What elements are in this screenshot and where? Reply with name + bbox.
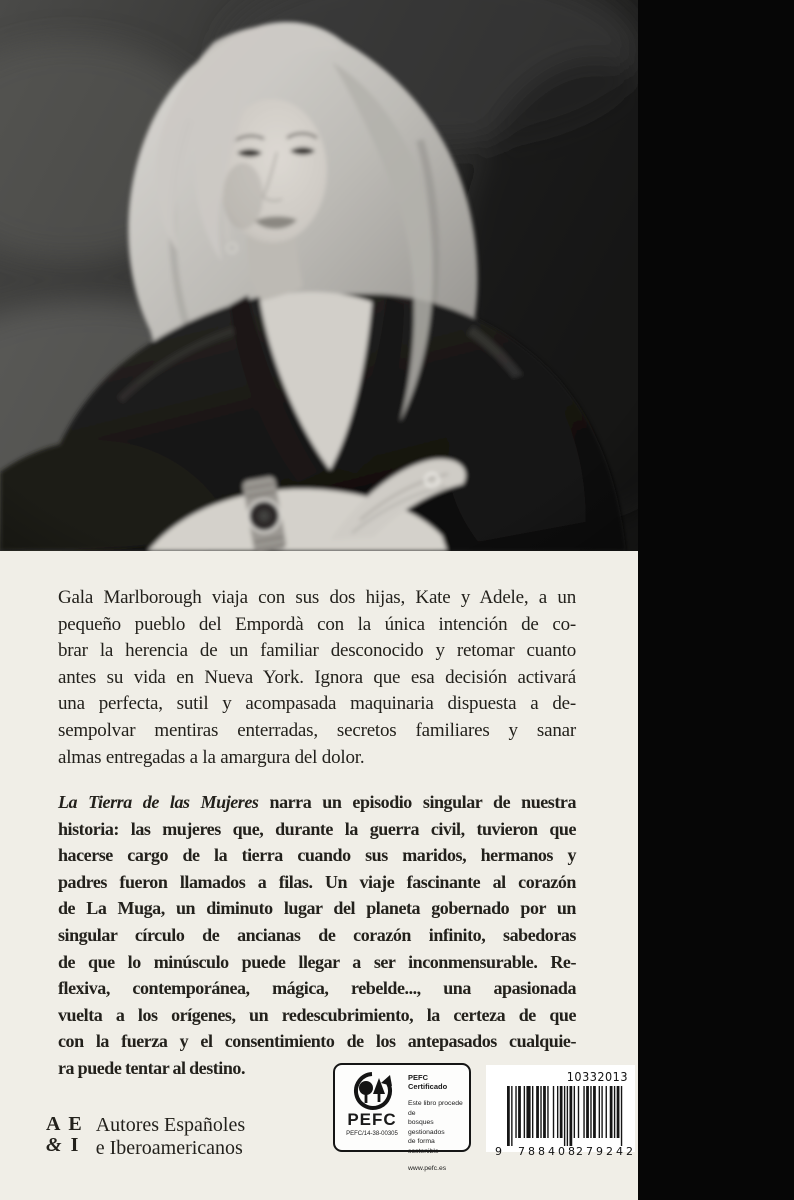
isbn-barcode [486, 1065, 636, 1158]
pefc-logo-column [341, 1070, 403, 1146]
synopsis-line: Gala Marlborough viaja con sus dos hijas, Kate y Adele, a un [58, 587, 576, 608]
collection-logo [46, 1114, 245, 1159]
pefc-certification-box [333, 1063, 471, 1172]
barcode-bars [507, 1086, 625, 1146]
pefc-url: www.pefc.es [408, 1165, 447, 1172]
synopsis-line: almas entregadas a la amargura del dolor. [58, 746, 365, 768]
review-line: de que lo minúsculo puede llegar a ser inconmensurable. Re- [58, 951, 576, 972]
synopsis-paragraph [58, 585, 576, 771]
book-title-italic: La Tierra de las Mujeres [58, 792, 259, 812]
photo-vignette [0, 0, 638, 551]
ampersand: & [46, 1134, 64, 1156]
isbn-digit-left: 9 [495, 1145, 502, 1158]
collection-name [96, 1114, 245, 1159]
synopsis-line: brar la herencia de un familiar desconocido y retomar cuanto [58, 640, 576, 662]
review-line-rest: narra un episodio singular de nuestra [258, 792, 576, 812]
synopsis-line: sempolvar mentiras enterradas, secretos familiares y sanar [58, 719, 576, 741]
review-line: ra puede tentar al destino. [58, 1057, 246, 1078]
review-paragraph [58, 789, 576, 1082]
collection-name-line-2: e Iberoamericanos [95, 1136, 243, 1159]
barcode-top-number: 10332013 [566, 1069, 628, 1084]
review-line: con la fuerza y el consentimiento de los antepasados cualquie- [58, 1031, 576, 1052]
pefc-text-column [403, 1070, 465, 1172]
pefc-desc-line: Este libro procede de [408, 1100, 463, 1117]
synopsis-line: pequeño pueblo del Empordà con la única intención de co- [58, 613, 576, 635]
synopsis-line: antes su vida en Nueva York. Ignora que esa decisión activará [58, 666, 576, 688]
initials-line-2 [46, 1135, 84, 1156]
pefc-wordmark: PEFC [347, 1110, 397, 1129]
review-line: de La Muga, un diminuto lugar del planeta gobernado por un [58, 898, 576, 919]
isbn-group-2: 279242 [576, 1145, 636, 1158]
initials-line-1: A E [46, 1113, 84, 1135]
isbn-number [486, 1145, 635, 1159]
pefc-desc-line: bosques gestionados [408, 1119, 445, 1136]
pefc-description [408, 1099, 465, 1156]
review-line: padres fueron llamados a filas. Un viaje fascinante al corazón [58, 871, 576, 892]
synopsis-line: una perfecta, sutil y acompasada maquinaria dispuesta a de- [58, 693, 576, 715]
review-line: singular círculo de ancianas de corazón infinito, sabedoras [58, 924, 576, 945]
author-portrait-photo [0, 0, 638, 551]
review-line: flexiva, contemporánea, mágica, rebelde..., una apasionada [58, 978, 576, 999]
review-line: vuelta a los orígenes, un redescubrimiento, la certeza de que [58, 1004, 576, 1025]
review-line: hacerse cargo de la tierra cuando sus maridos, hermanos y [58, 845, 576, 866]
review-line-title [58, 789, 576, 816]
portrait-illustration [0, 0, 638, 551]
review-line: historia: las mujeres que, durante la guerra civil, tuvieron que [58, 818, 576, 839]
pefc-title: PEFC Certificado [408, 1073, 448, 1091]
pefc-license-number: PEFC/14-38-00305 [346, 1131, 398, 1137]
collection-name-line-1: Autores Españoles [95, 1114, 246, 1136]
isbn-group-1: 788408 [518, 1145, 578, 1158]
pefc-logo-icon [349, 1070, 395, 1114]
pefc-desc-line: de forma sostenible [408, 1138, 439, 1155]
initial-i: I [63, 1134, 81, 1156]
aei-initials [46, 1114, 84, 1156]
